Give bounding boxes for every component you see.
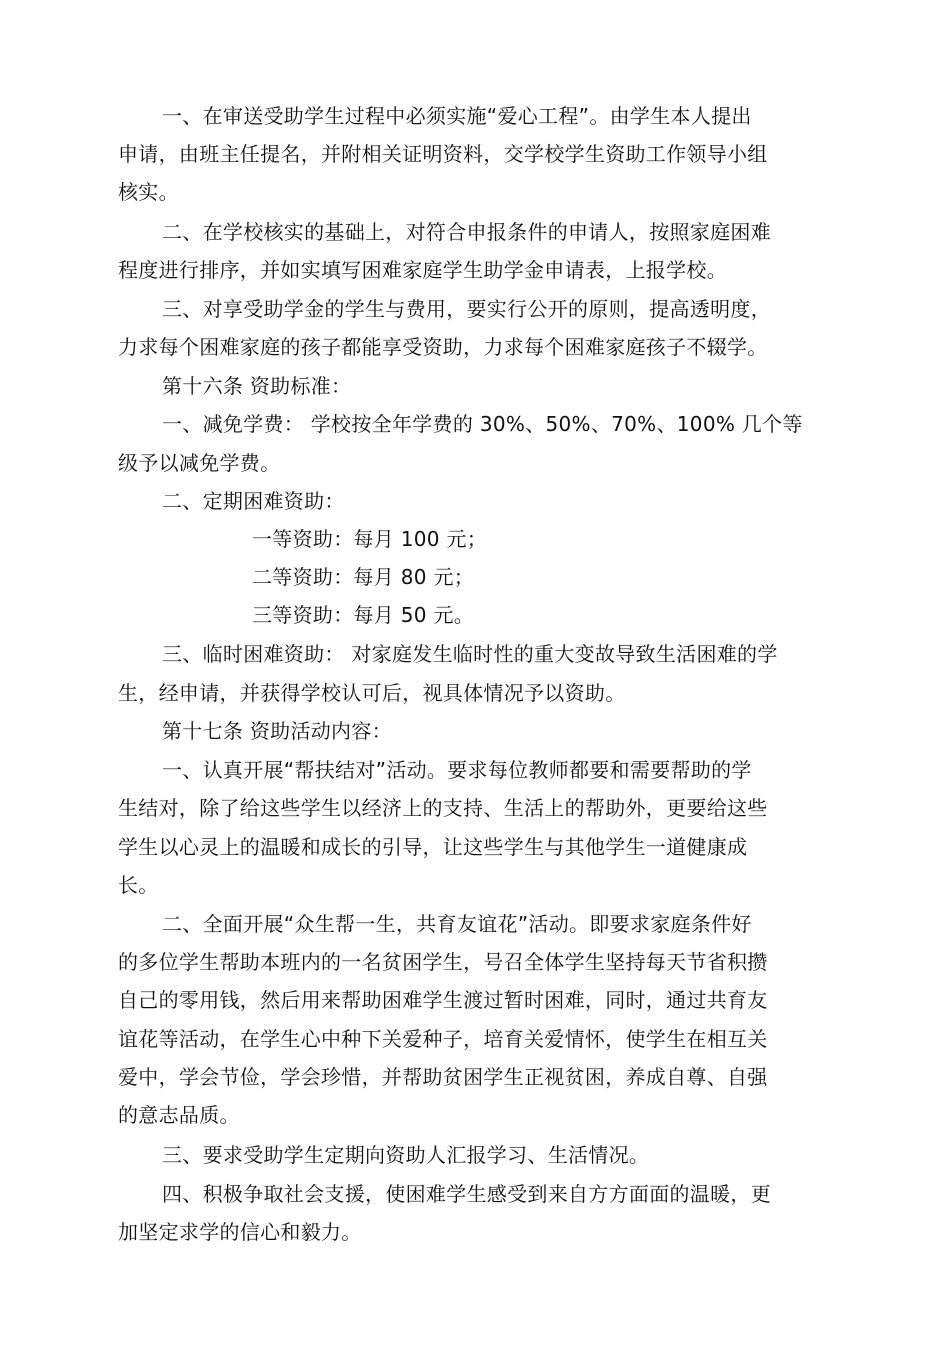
text-line: 的多位学生帮助本班内的一名贫困学生，号召全体学生坚持每天节省积攒	[118, 950, 768, 974]
text-line: 核实。	[118, 180, 179, 204]
text-line: 程度进行排序，并如实填写困难家庭学生助学金申请表，上报学校。	[118, 258, 727, 282]
text-line: 一、在审送受助学生过程中必须实施“爱心工程”。由学生本人提出	[162, 104, 752, 128]
text-line: 生，经申请，并获得学校认可后，视具体情况予以资助。	[118, 681, 626, 705]
section-heading: 第十六条 资助标准：	[162, 374, 352, 398]
text-line: 三等资助：每月 50 元。	[252, 603, 475, 627]
text-line: 自己的零用钱，然后用来帮助困难学生渡过暂时困难，同时，通过共育友	[118, 988, 768, 1012]
section-heading: 第十七条 资助活动内容：	[162, 719, 392, 743]
text-line: 三、临时困难资助： 对家庭发生临时性的重大变故导致生活困难的学	[162, 642, 778, 666]
text-line: 爱中，学会节俭，学会珍惜，并帮助贫困学生正视贫困，养成自尊、自强	[118, 1065, 768, 1089]
text-line: 长。	[118, 873, 159, 897]
text-line: 四、积极争取社会支援，使困难学生感受到来自方方面面的温暖，更	[162, 1182, 771, 1206]
text-line: 三、要求受助学生定期向资助人汇报学习、生活情况。	[162, 1143, 650, 1167]
text-line: 三、对享受助学金的学生与费用，要实行公开的原则，提高透明度，	[162, 297, 771, 321]
text-line: 学生以心灵上的温暖和成长的引导，让这些学生与其他学生一道健康成	[118, 835, 748, 859]
text-line: 谊花等活动，在学生心中种下关爱种子，培育关爱情怀，使学生在相互关	[118, 1027, 768, 1051]
text-line: 二、定期困难资助：	[162, 489, 345, 513]
text-line: 二、全面开展“众生帮一生，共育友谊花”活动。即要求家庭条件好	[162, 912, 752, 936]
text-line: 二、在学校核实的基础上，对符合申报条件的申请人，按照家庭困难	[162, 220, 771, 244]
text-line: 加坚定求学的信心和毅力。	[118, 1220, 362, 1244]
text-line: 力求每个困难家庭的孩子都能享受资助，力求每个困难家庭孩子不辍学。	[118, 335, 768, 359]
text-line: 申请，由班主任提名，并附相关证明资料，交学校学生资助工作领导小组	[118, 142, 768, 166]
text-line: 一等资助：每月 100 元；	[252, 527, 488, 551]
text-line: 一、减免学费： 学校按全年学费的 30%、50%、70%、100% 几个等	[162, 412, 803, 436]
text-line: 级予以减免学费。	[118, 451, 281, 475]
text-line: 一、认真开展“帮扶结对”活动。要求每位教师都要和需要帮助的学	[162, 758, 752, 782]
text-line: 二等资助：每月 80 元；	[252, 565, 475, 589]
text-line: 生结对，除了给这些学生以经济上的支持、生活上的帮助外，更要给这些	[118, 796, 768, 820]
text-line: 的意志品质。	[118, 1103, 240, 1127]
